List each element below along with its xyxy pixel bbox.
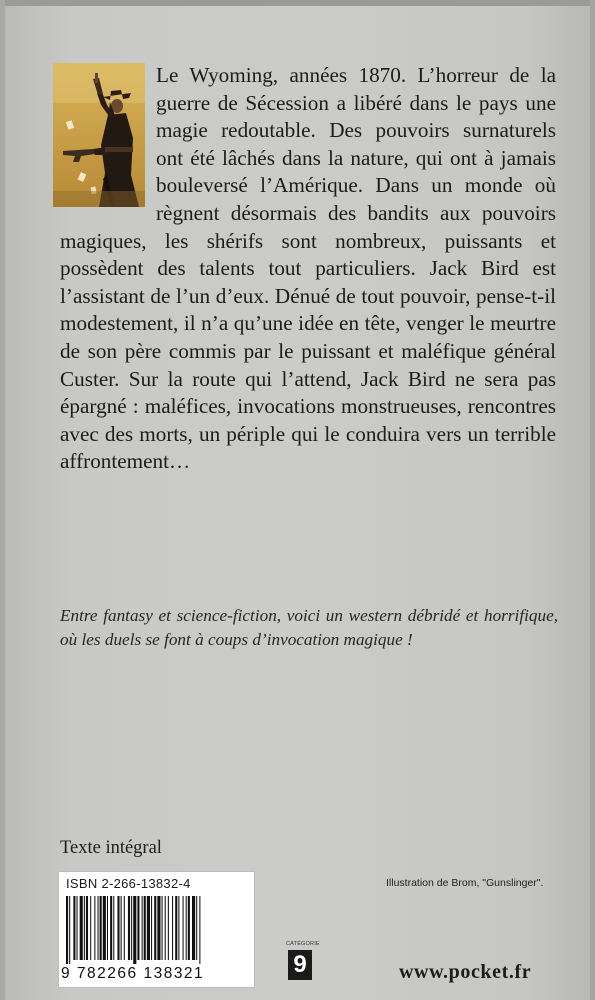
barcode-digits: 9 782266 138321 — [61, 965, 205, 982]
barcode-bar — [147, 896, 150, 960]
tagline: Entre fantasy et science-fiction, voici un western débridé et horrifique, où les duels se font à coups d’invocation magique ! — [60, 606, 558, 649]
barcode-bar — [113, 896, 114, 960]
barcode-bar — [77, 896, 78, 960]
barcode-bar — [151, 896, 152, 960]
barcode-bar — [165, 896, 166, 960]
barcode-bar — [100, 896, 102, 960]
illustration-credit: Illustration de Brom, "Gunslinger". — [386, 877, 544, 889]
barcode-bar — [188, 896, 190, 960]
barcode-bar — [110, 896, 112, 960]
blurb-text: Le Wyoming, années 1870. L’horreur de la guerre de Sécession a libéré dans le pays une magie redoutable. Des pouvoirs surnaturels ont été lâchés dans la nature, qui ont à jamais bouleversé l’Amérique. Dans un monde où règnent désormais des bandits aux pouvoirs magiques, les shérifs sont nombreux, puissants et possèdent des talents tout particuliers. Jack Bird est l’assistant de l’un d’eux. Dénué de tout pouvoir, pense-t-il modestement, il n’a qu’une idée en tête, venger le meurtre de son père commis par le puissant et maléfique général Custer. Sur la route qui l’attend, Jack Bird ne sera pas épargné : maléfices, invocations monstrueuses, rencontres avec des morts, un périple qui le conduira vers un terrible affrontement… — [60, 63, 556, 474]
barcode-bar — [128, 896, 130, 960]
cover-left-edge — [0, 0, 5, 1000]
category-label: CATÉGORIE — [286, 941, 320, 947]
barcode-bar — [137, 896, 139, 960]
blurb-paragraph — [60, 62, 556, 476]
barcode-bar — [199, 896, 200, 964]
barcode-bar — [186, 896, 187, 960]
barcode-bar — [131, 896, 132, 960]
barcode-bar — [162, 896, 163, 960]
barcode-bar — [94, 896, 95, 960]
barcode-bar — [196, 896, 197, 960]
barcode-bar — [73, 896, 75, 960]
barcode-bar — [69, 896, 70, 964]
barcode-bar — [144, 896, 146, 960]
barcode-bar — [133, 896, 136, 964]
publisher-website: www.pocket.fr — [399, 961, 532, 983]
barcode-bar — [98, 896, 99, 960]
barcode-bar — [90, 896, 91, 960]
barcode-bar — [121, 896, 122, 960]
edition-note: Texte intégral — [60, 838, 162, 858]
barcode-bar — [168, 896, 169, 960]
barcode-label — [58, 871, 255, 988]
barcode-icon — [66, 896, 248, 964]
barcode-bar — [192, 896, 195, 960]
cover-right-edge — [590, 0, 595, 1000]
category-number: 9 — [288, 950, 312, 980]
barcode-bar — [142, 896, 143, 960]
cover-top-edge — [0, 0, 595, 6]
barcode-bar — [103, 896, 106, 960]
barcode-bar — [172, 896, 173, 960]
barcode-bar — [86, 896, 88, 960]
thumbnail-spacer — [60, 62, 156, 212]
barcode-bar — [80, 896, 83, 960]
barcode-bar — [107, 896, 108, 960]
barcode-bar — [183, 896, 184, 960]
barcode-bar — [124, 896, 125, 960]
barcode-bar — [84, 896, 85, 960]
barcode-bar — [178, 896, 179, 960]
isbn-text: ISBN 2-266-13832-4 — [66, 876, 191, 891]
barcode-bar — [175, 896, 177, 960]
barcode-bar — [117, 896, 119, 960]
barcode-bar — [66, 896, 68, 964]
barcode-bar — [154, 896, 156, 960]
barcode-bar — [157, 896, 160, 960]
